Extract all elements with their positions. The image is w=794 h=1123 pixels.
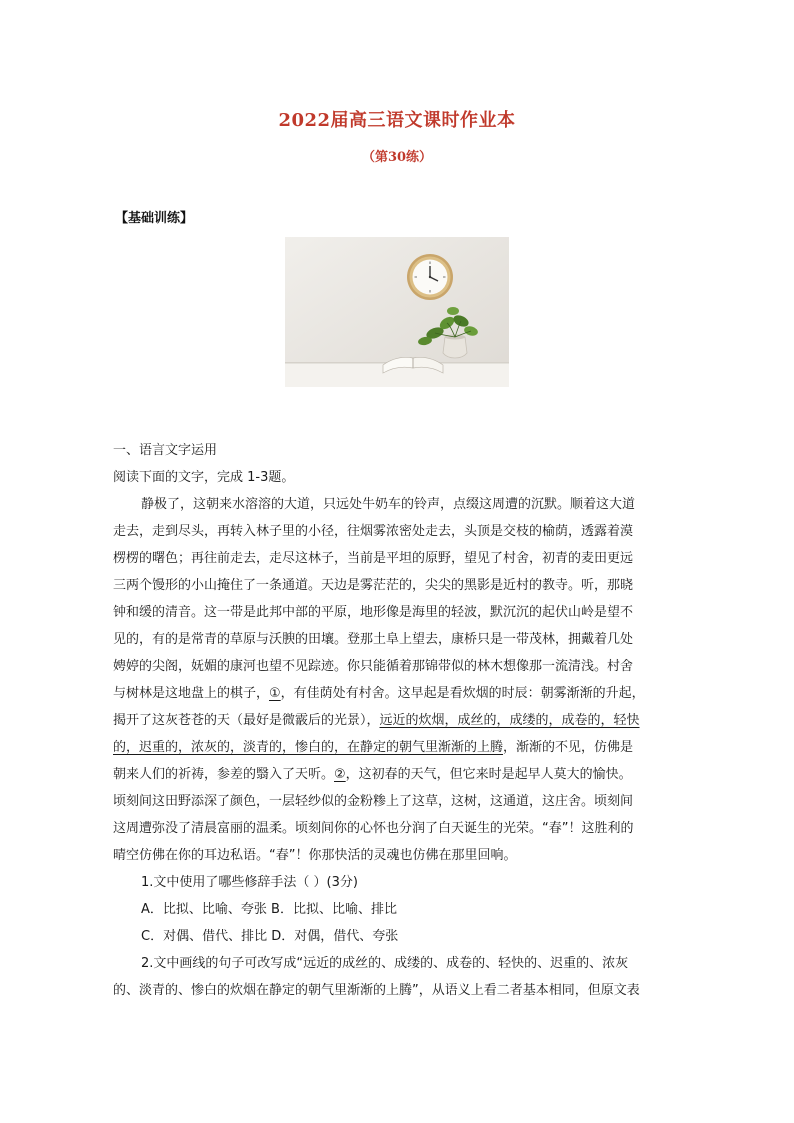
passage-text: 与树林是这地盘上的棋子， bbox=[113, 686, 270, 701]
passage-line: 走去，走到尽头，再转入林子里的小径，往烟雾浓密处走去，头顶是交枝的榆荫，透露着漠 bbox=[113, 524, 634, 539]
question-1: 1.文中使用了哪些修辞手法（ ）(3分) bbox=[141, 875, 358, 890]
question-2: 2.文中画线的句子可改写成“远近的成丝的、成缕的、成卷的、轻快的、迟重的、浓灰 bbox=[141, 956, 629, 971]
passage-text: ，渐渐的不见，仿佛是 bbox=[503, 740, 634, 755]
passage-line: 娉婷的尖阁，妩媚的康河也望不见踪迹。你只能循着那锦带似的林木想像那一流清浅。村舍 bbox=[113, 659, 634, 674]
passage-text: 揭开了这灰苍苍的天（最好是微霰后的光景）， bbox=[113, 713, 380, 728]
passage-line bbox=[113, 734, 683, 761]
passage-line bbox=[113, 680, 683, 707]
underlined-sentence: 的，迟重的，浓灰的，淡青的，惨白的，在静定的朝气里渐渐的上腾 bbox=[113, 740, 504, 755]
passage-line: 顷刻间这田野添深了颜色，一层轻纱似的金粉糁上了这草，这树，这通道，这庄舍。顷刻间 bbox=[113, 794, 634, 809]
question-1-options-cd: C．对偶、借代、排比 D．对偶，借代、夸张 bbox=[141, 929, 399, 944]
document-subtitle: （第30练） bbox=[361, 150, 433, 165]
passage-text: ，这初春的天气，但它来时是起早人莫大的愉快。 bbox=[345, 767, 632, 782]
document-title: 2022届高三语文课时作业本 bbox=[278, 110, 516, 131]
clock-icon bbox=[407, 254, 453, 300]
passage-line: 三两个馒形的小山掩住了一条通道。天边是雾茫茫的，尖尖的黑影是近村的教寺。听，那晓 bbox=[113, 578, 634, 593]
wall-clock-plant-book-photo bbox=[285, 237, 509, 387]
passage-line: 见的，有的是常青的草原与沃腴的田壤。登那土阜上望去，康桥只是一带茂林，拥戴着几处 bbox=[113, 632, 634, 647]
question-2-cont: 的、淡青的、惨白的炊烟在静定的朝气里渐渐的上腾”，从语义上看二者基本相同，但原文表 bbox=[113, 983, 640, 998]
part-instruction: 阅读下面的文字，完成 1-3题。 bbox=[113, 470, 295, 485]
passage-line: 静极了，这朝来水溶溶的大道，只远处牛奶车的铃声，点缀这周遭的沉默。顺着这大道 bbox=[141, 497, 636, 512]
underlined-sentence: 远近的炊烟，成丝的，成缕的，成卷的，轻快 bbox=[379, 713, 640, 728]
passage-line: 钟和缓的清音。这一带是此邦中部的平原，地形像是海里的轻波，默沉沉的起伏山岭是望不 bbox=[113, 605, 634, 620]
passage-text: ，有佳荫处有村舍。这早起是看炊烟的时辰：朝雾渐渐的升起， bbox=[280, 686, 645, 701]
question-1-options-ab: A．比拟、比喻、夸张 B．比拟、比喻、排比 bbox=[141, 902, 397, 917]
passage-line: 这周遭弥没了清晨富丽的温柔。顷刻间你的心怀也分润了白天诞生的光荣。“春”！这胜利的 bbox=[113, 821, 634, 836]
blank-2: ② bbox=[334, 767, 346, 782]
passage-line bbox=[113, 761, 683, 788]
passage-line: 晴空仿佛在你的耳边私语。“春”！你那快活的灵魂也仿佛在那里回响。 bbox=[113, 848, 517, 863]
section-heading: 【基础训练】 bbox=[115, 211, 194, 226]
passage-line: 楞楞的曙色；再往前走去，走尽这林子，当前是平坦的原野，望见了村舍，初青的麦田更远 bbox=[113, 551, 634, 566]
part-heading: 一、语言文字运用 bbox=[113, 443, 218, 458]
passage-line bbox=[113, 707, 683, 734]
exercise-body bbox=[113, 437, 683, 1004]
passage-text: 朝来人们的祈祷，参差的翳入了天听。 bbox=[113, 767, 335, 782]
blank-1: ① bbox=[269, 686, 281, 701]
